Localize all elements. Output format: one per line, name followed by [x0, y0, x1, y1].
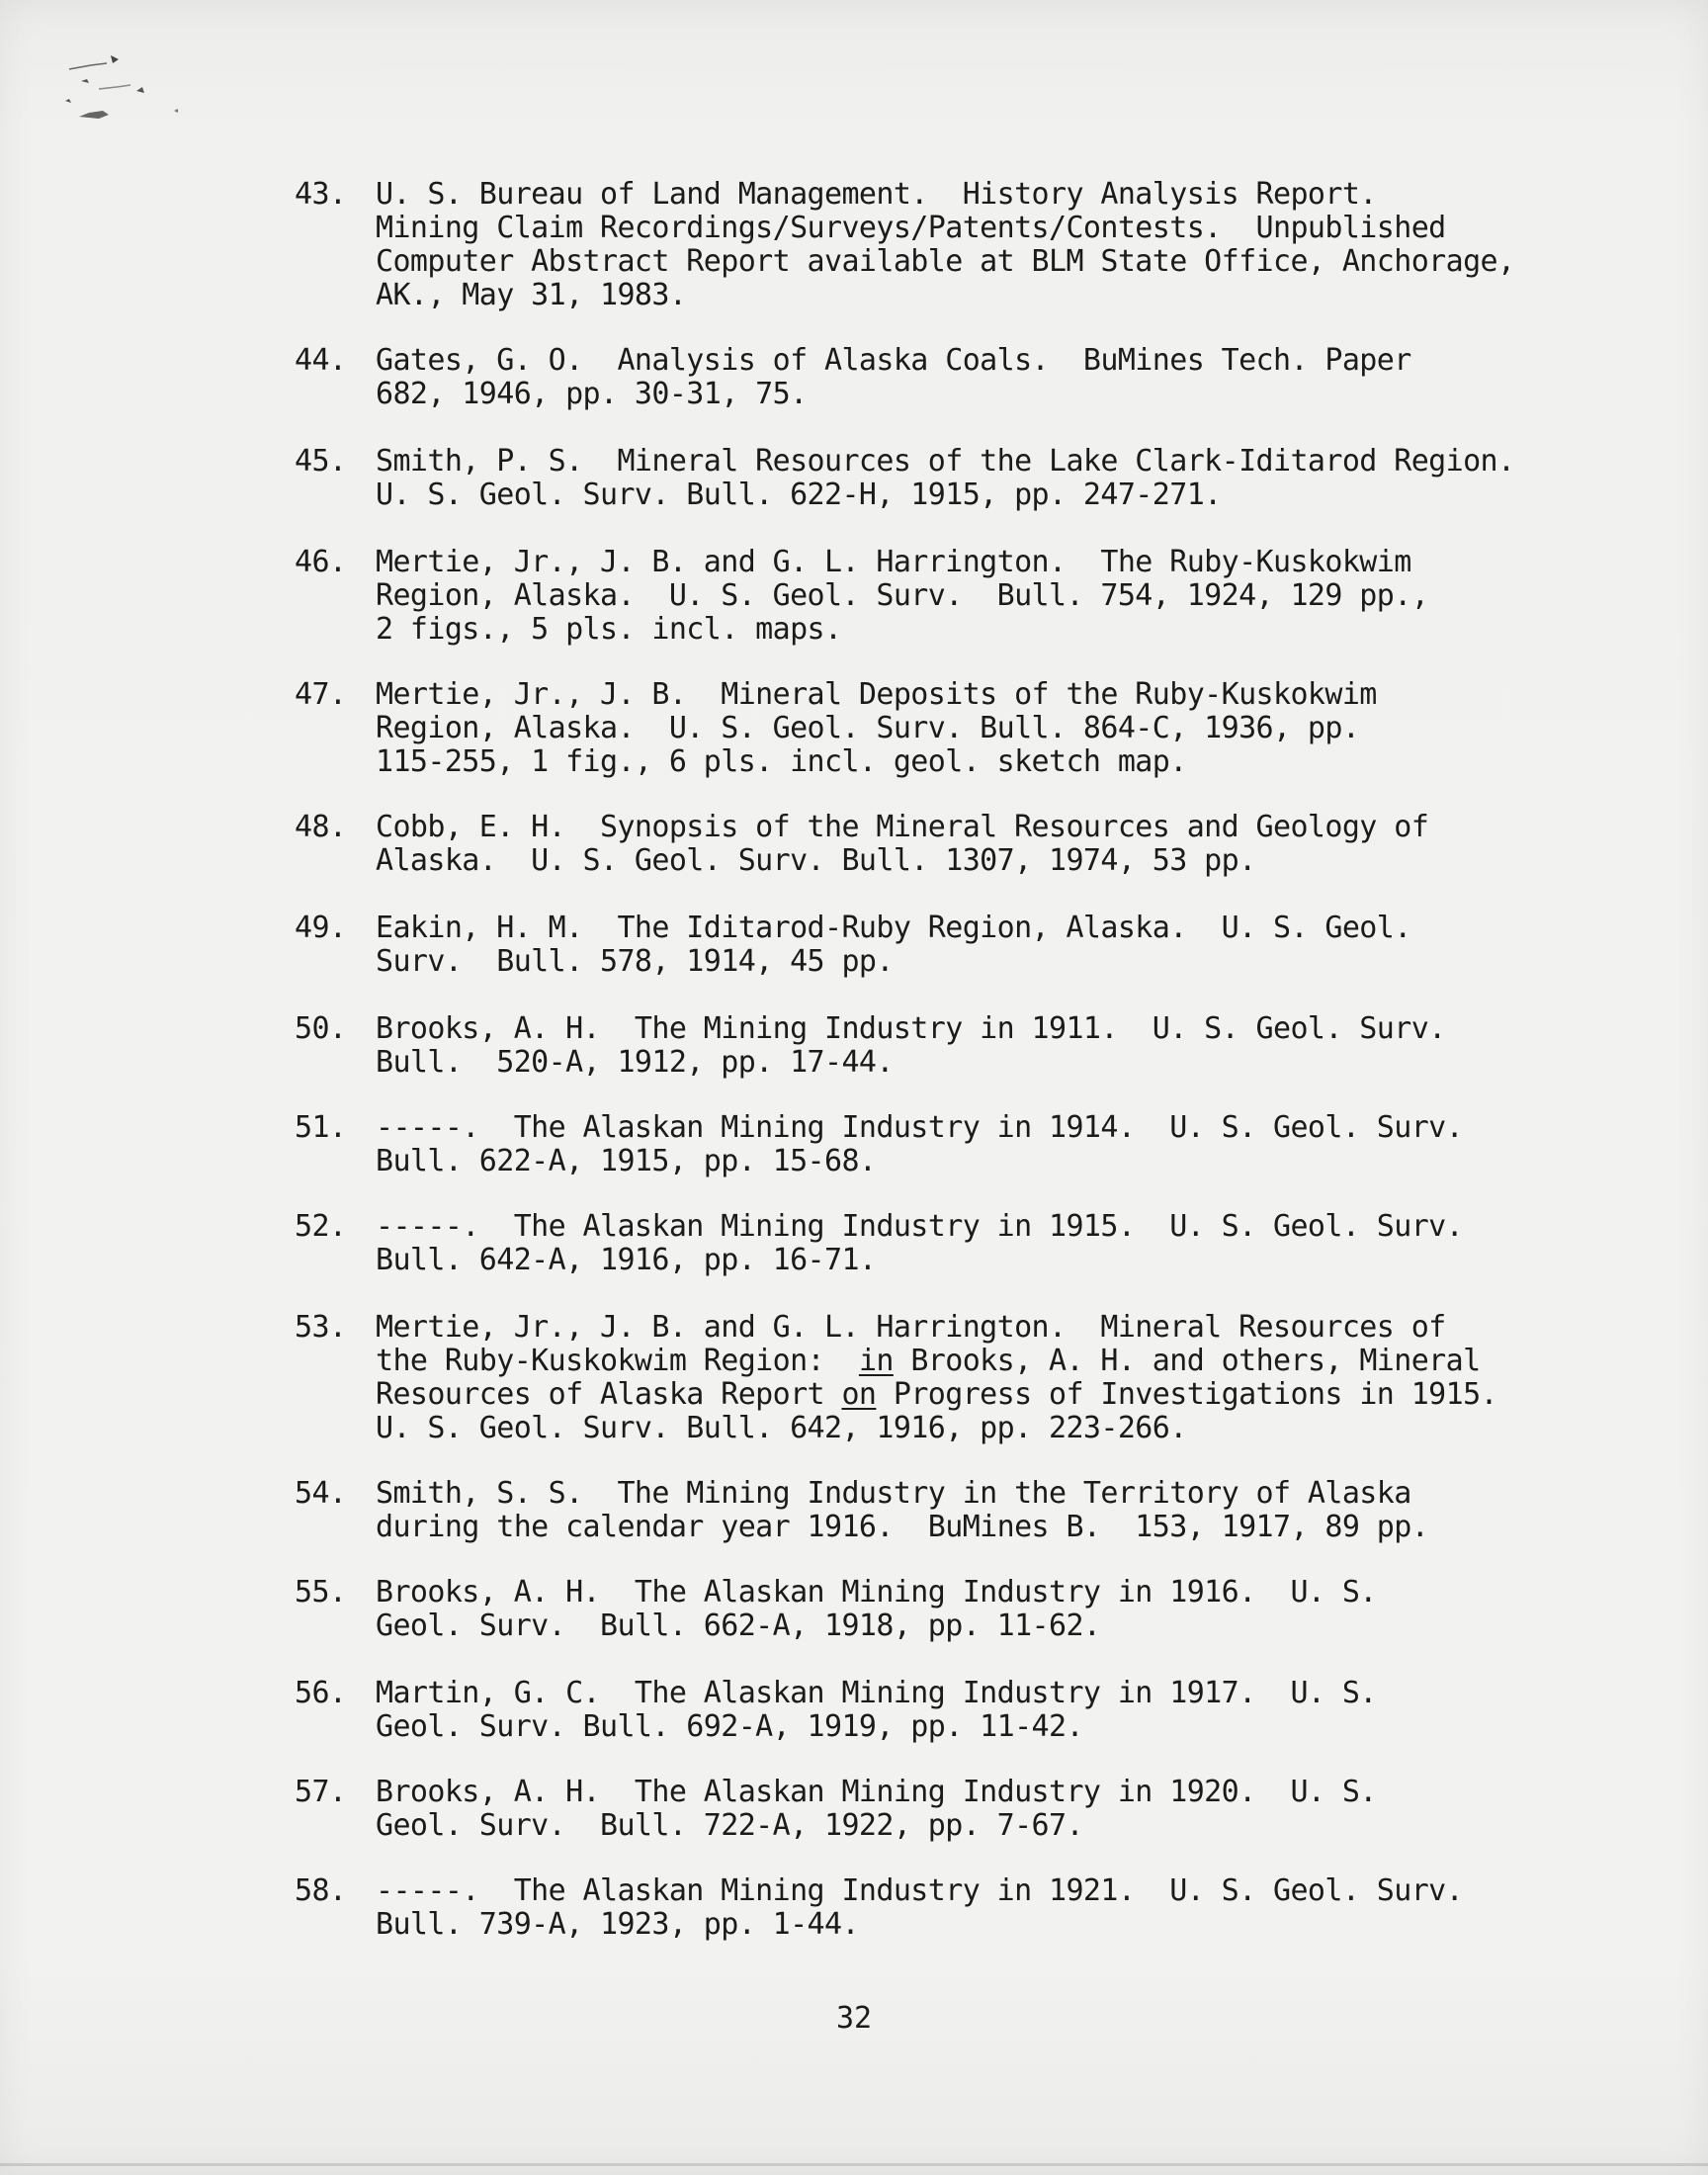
reference-line: Mertie, Jr., J. B. Mineral Deposits of the Ruby-Kuskokwim — [376, 677, 1377, 712]
reference-line: Bull. 520-A, 1912, pp. 17-44. — [376, 1045, 894, 1080]
reference-line: Brooks, A. H. The Alaskan Mining Industry in 1916. U. S. — [376, 1575, 1377, 1610]
reference-text — [376, 1111, 1542, 1178]
reference-text — [376, 178, 1542, 312]
reference-line: Geol. Surv. Bull. 722-A, 1922, pp. 7-67. — [376, 1808, 1083, 1843]
reference-line: U. S. Geol. Surv. Bull. 642, 1916, pp. 223-266. — [376, 1411, 1187, 1445]
reference-line: Mertie, Jr., J. B. and G. L. Harrington. Mineral Resources of — [376, 1310, 1446, 1345]
reference-line: Computer Abstract Report available at BLM State Office, Anchorage, — [376, 244, 1515, 279]
reference-line: during the calendar year 1916. BuMines B. 153, 1917, 89 pp. — [376, 1510, 1429, 1544]
reference-line: Martin, G. C. The Alaskan Mining Industry in 1917. U. S. — [376, 1676, 1377, 1710]
reference-line: Gates, G. O. Analysis of Alaska Coals. BuMines Tech. Paper — [376, 343, 1411, 378]
reference-line: Geol. Surv. Bull. 662-A, 1918, pp. 11-62. — [376, 1609, 1101, 1643]
reference-line: Surv. Bull. 578, 1914, 45 pp. — [376, 944, 894, 979]
underlined-word: on — [841, 1377, 877, 1412]
reference-text — [376, 1576, 1542, 1643]
reference-line: Resources of Alaska Report on Progress of Investigations in 1915. — [376, 1377, 1498, 1412]
reference-line: Bull. 739-A, 1923, pp. 1-44. — [376, 1907, 859, 1942]
reference-line: Mining Claim Recordings/Surveys/Patents/Contests. Unpublished — [376, 211, 1446, 245]
reference-line: Region, Alaska. U. S. Geol. Surv. Bull. 754, 1924, 129 pp., — [376, 578, 1429, 613]
reference-text — [376, 811, 1542, 878]
reference-number: 53. — [295, 1310, 347, 1345]
reference-line: Bull. 642-A, 1916, pp. 16-71. — [376, 1243, 877, 1277]
reference-text — [376, 546, 1542, 647]
reference-number: 55. — [295, 1575, 347, 1610]
reference-number: 50. — [295, 1011, 347, 1046]
reference-line: 682, 1946, pp. 30-31, 75. — [376, 377, 808, 411]
reference-number: 45. — [295, 444, 347, 478]
reference-text — [376, 1677, 1542, 1744]
reference-line: the Ruby-Kuskokwim Region: in Brooks, A. H. and others, Mineral — [376, 1344, 1481, 1378]
reference-number: 54. — [295, 1476, 347, 1511]
reference-text — [376, 1210, 1542, 1277]
reference-line: Mertie, Jr., J. B. and G. L. Harrington. The Ruby-Kuskokwim — [376, 545, 1411, 579]
reference-line: -----. The Alaskan Mining Industry in 1921. U. S. Geol. Surv. — [376, 1873, 1464, 1908]
reference-line: Smith, P. S. Mineral Resources of the Lake Clark-Iditarod Region. — [376, 444, 1515, 478]
reference-number: 43. — [295, 177, 347, 212]
reference-number: 56. — [295, 1676, 347, 1710]
reference-number: 51. — [295, 1110, 347, 1145]
reference-text — [376, 1311, 1542, 1445]
underlined-word: in — [858, 1344, 894, 1378]
reference-line: Brooks, A. H. The Alaskan Mining Industry in 1920. U. S. — [376, 1775, 1377, 1809]
reference-text — [376, 1874, 1542, 1942]
reference-line: Bull. 622-A, 1915, pp. 15-68. — [376, 1144, 877, 1178]
reference-text — [376, 678, 1542, 779]
page-number: 32 — [835, 2001, 873, 2036]
reference-text — [376, 445, 1542, 512]
reference-line: Eakin, H. M. The Iditarod-Ruby Region, Alaska. U. S. Geol. — [376, 911, 1411, 945]
reference-line: -----. The Alaskan Mining Industry in 1915. U. S. Geol. Surv. — [376, 1209, 1464, 1244]
reference-text — [376, 344, 1542, 411]
reference-line: Alaska. U. S. Geol. Surv. Bull. 1307, 1974, 53 pp. — [376, 843, 1256, 878]
reference-text — [376, 1012, 1542, 1080]
reference-line: 2 figs., 5 pls. incl. maps. — [376, 612, 842, 647]
reference-line: -----. The Alaskan Mining Industry in 1914. U. S. Geol. Surv. — [376, 1110, 1464, 1145]
reference-line: 115-255, 1 fig., 6 pls. incl. geol. sketch map. — [376, 744, 1187, 779]
reference-line: U. S. Bureau of Land Management. History Analysis Report. — [376, 177, 1377, 212]
reference-number: 47. — [295, 677, 347, 712]
reference-line: Brooks, A. H. The Mining Industry in 1911. U. S. Geol. Surv. — [376, 1011, 1446, 1046]
reference-line: Geol. Surv. Bull. 692-A, 1919, pp. 11-42. — [376, 1709, 1083, 1744]
reference-line: Cobb, E. H. Synopsis of the Mineral Resources and Geology of — [376, 810, 1429, 844]
reference-line: Smith, S. S. The Mining Industry in the Territory of Alaska — [376, 1476, 1411, 1511]
reference-number: 48. — [295, 810, 347, 844]
reference-number: 57. — [295, 1775, 347, 1809]
reference-number: 46. — [295, 545, 347, 579]
reference-number: 44. — [295, 343, 347, 378]
reference-text — [376, 1776, 1542, 1843]
reference-number: 49. — [295, 911, 347, 945]
reference-line: Region, Alaska. U. S. Geol. Surv. Bull. 864-C, 1936, pp. — [376, 711, 1360, 745]
reference-number: 58. — [295, 1873, 347, 1908]
reference-number: 52. — [295, 1209, 347, 1244]
reference-line: AK., May 31, 1983. — [376, 278, 687, 312]
reference-line: U. S. Geol. Surv. Bull. 622-H, 1915, pp. 247-271. — [376, 478, 1222, 512]
reference-text — [376, 912, 1542, 979]
page-bottom-edge — [0, 2163, 1708, 2166]
reference-text — [376, 1477, 1542, 1544]
